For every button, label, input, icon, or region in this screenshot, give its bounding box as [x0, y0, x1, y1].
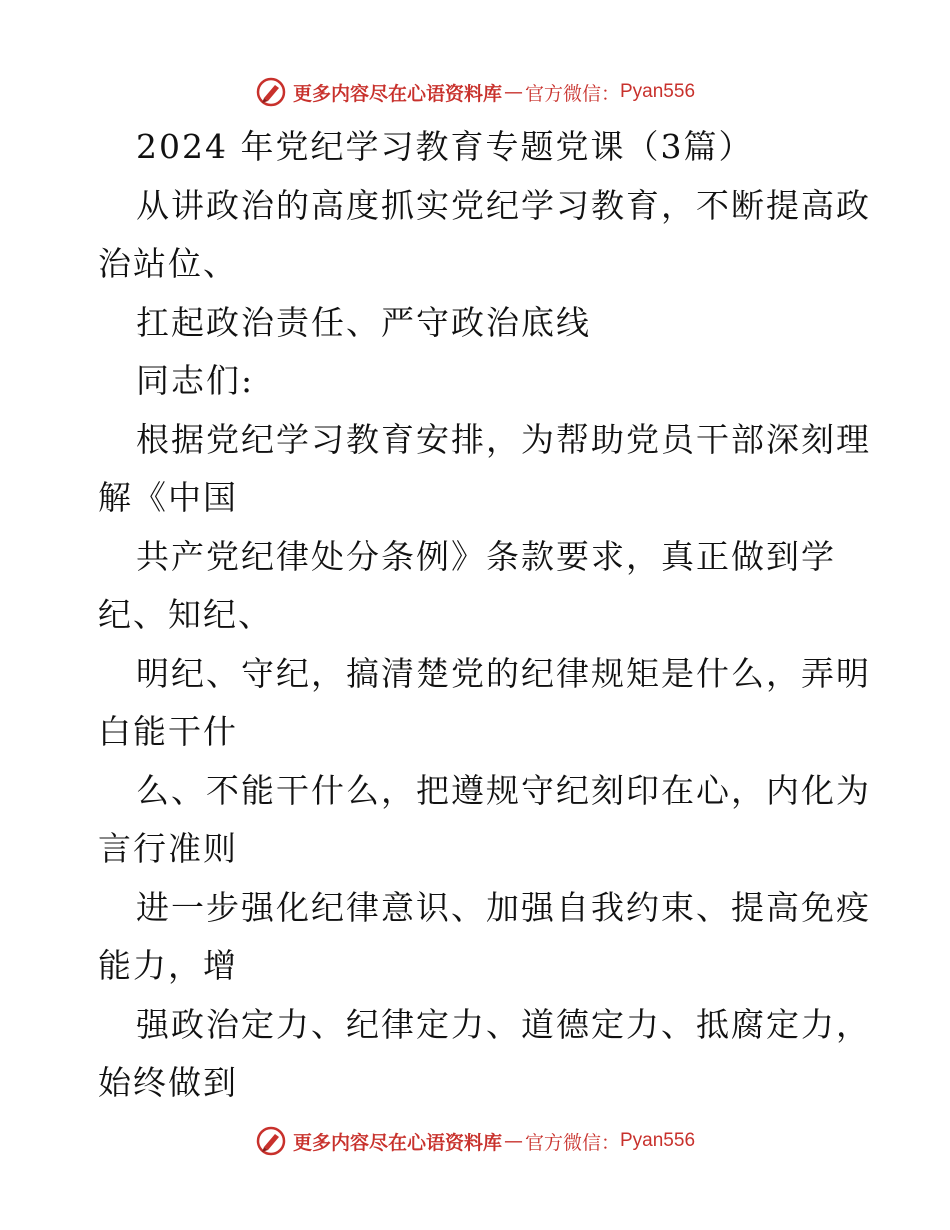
text-line: 共产党纪律处分条例》条款要求，真正做到学 [136, 536, 836, 576]
document-body [98, 118, 871, 1113]
text-line: 解《中国 [98, 478, 238, 517]
text-line: 么、不能干什么，把遵规守纪刻印在心，内化为 [136, 770, 871, 810]
text-line: 2024 年党纪学习教育专题党课（3篇） [136, 127, 754, 166]
text-line: 纪、知纪、 [98, 595, 273, 634]
footer-watermark [0, 1121, 950, 1161]
text-line: 从讲政治的高度抓实党纪学习教育，不断提高政 [136, 185, 871, 225]
text-line: 治站位、 [98, 244, 238, 283]
text-line: 言行准则 [98, 829, 238, 868]
text-line: 白能干什 [98, 712, 238, 751]
watermark-dash: — [503, 1130, 523, 1152]
watermark-contact: 官方微信： [524, 82, 620, 105]
text-line: 根据党纪学习教育安排，为帮助党员干部深刻理 [136, 419, 871, 459]
header-watermark [0, 72, 950, 112]
text-line: 强政治定力、纪律定力、道德定力、抵腐定力， [136, 1004, 871, 1044]
text-line: 明纪、守纪，搞清楚党的纪律规矩是什么，弄明 [136, 653, 871, 693]
text-line: 始终做到 [98, 1063, 238, 1102]
watermark-contact: 官方微信： [524, 1131, 620, 1154]
watermark-dash: — [503, 81, 523, 103]
pen-logo-icon [255, 76, 287, 108]
text-line: 进一步强化纪律意识、加强自我约束、提高免疫 [136, 887, 871, 927]
watermark-text: 更多内容尽在心语资料库 [292, 1131, 502, 1154]
text-line: 能力，增 [98, 946, 238, 985]
watermark-id: Pyan556 [620, 81, 696, 102]
text-line: 扛起政治责任、严守政治底线 [136, 302, 591, 342]
watermark-text: 更多内容尽在心语资料库 [292, 82, 502, 105]
pen-logo-icon [255, 1125, 287, 1157]
watermark-id: Pyan556 [620, 1130, 696, 1151]
text-line: 同志们: [136, 361, 255, 400]
